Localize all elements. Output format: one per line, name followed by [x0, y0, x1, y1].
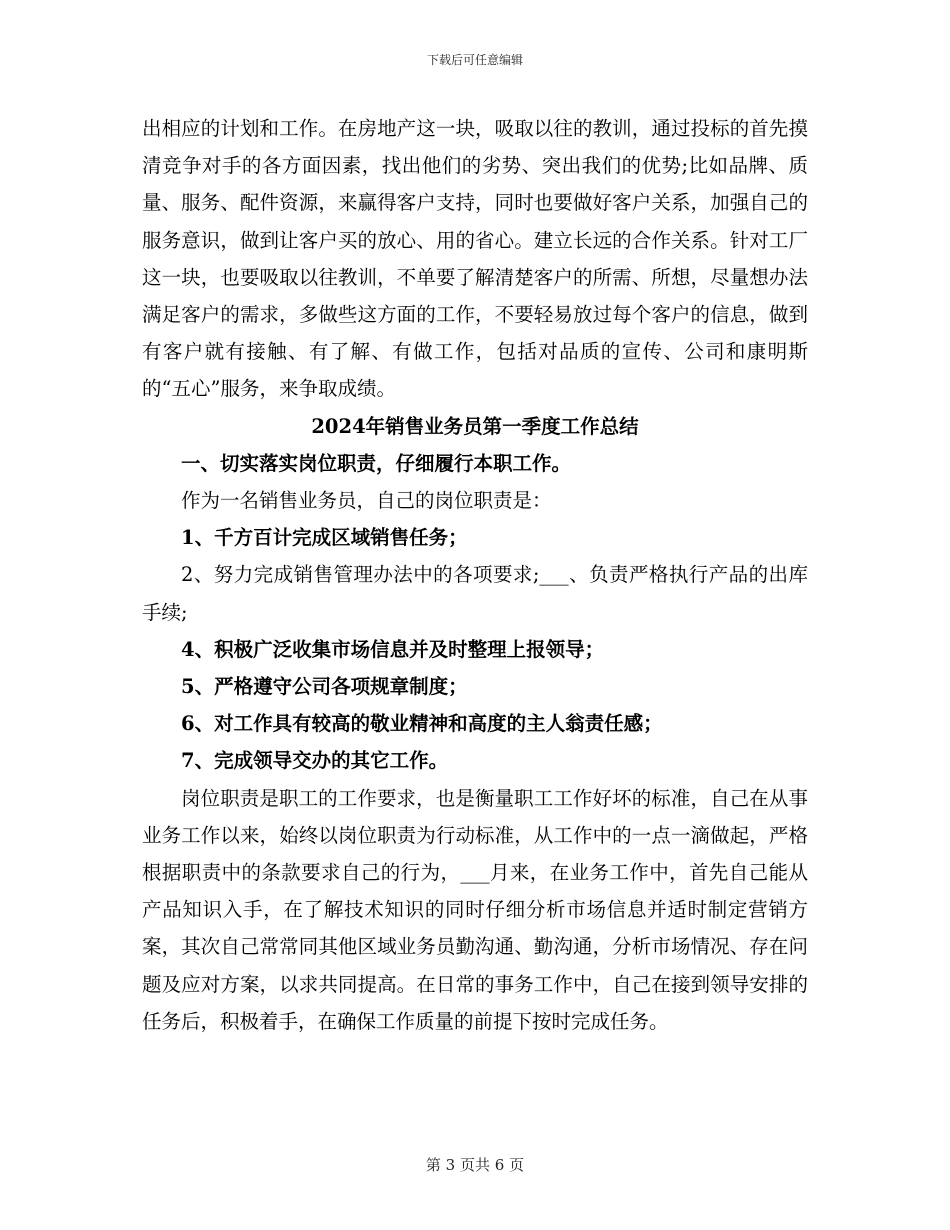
duty-item-6: 6、对工作具有较高的敬业精神和高度的主人翁责任感；	[181, 712, 663, 736]
page-footer: 第 3 页共 6 页	[425, 1156, 525, 1174]
closing-paragraph: 岗位职责是职工的工作要求，也是衡量职工工作好坏的标准，自己在从事业务工作以来，始终以岗位职责为行动标准，从工作中的一点一滴做起，严格根据职责中的条款要求自己的行为，___月来，在业务工作中，首先自己能从产品知识入手，在了解技术知识的同时仔细分析市场信息并适时制定营销方案，其次自己常常同其他区域业务员勤沟通、勤沟通，分析市场情况、存在问题及应对方案，以求共同提高。在日常的事务工作中，自己在接到领导安排的任务后，积极着手，在确保工作质量的前提下按时完成任务。	[142, 786, 808, 1033]
document-title: 2024年销售业务员第一季度工作总结	[311, 414, 639, 438]
duty-item-1: 1、千方百计完成区域销售任务；	[181, 526, 468, 550]
document-body	[142, 110, 808, 1040]
page-header: 下载后可任意编辑	[426, 53, 523, 67]
duty-item-4: 4、积极广泛收集市场信息并及时整理上报领导；	[181, 637, 605, 661]
continuation-paragraph: 出相应的计划和工作。在房地产这一块，吸取以往的教训，通过投标的首先摸清竞争对手的各方面因素，找出他们的劣势、突出我们的优势;比如品牌、质量、服务、配件资源，来赢得客户支持，同时也要做好客户关系，加强自己的服务意识，做到让客户买的放心、用的省心。建立长远的合作关系。针对工厂这一块，也要吸取以往教训，不单要了解清楚客户的所需、所想，尽量想办法满足客户的需求，多做些这方面的工作，不要轻易放过每个客户的信息，做到有客户就有接触、有了解、有做工作，包括对品质的宣传、公司和康明斯的“五心”服务，来争取成绩。	[142, 117, 808, 401]
duty-item-5: 5、严格遵守公司各项规章制度；	[181, 675, 468, 699]
duty-item-7: 7、完成领导交办的其它工作。	[181, 749, 449, 773]
section-heading: 一、切实落实岗位职责，仔细履行本职工作。	[181, 451, 572, 475]
duty-item-2: 2、努力完成销售管理办法中的各项要求;___、负责严格执行产品的出库手续;	[142, 563, 808, 624]
intro-paragraph: 作为一名销售业务员，自己的岗位职责是：	[181, 489, 552, 513]
